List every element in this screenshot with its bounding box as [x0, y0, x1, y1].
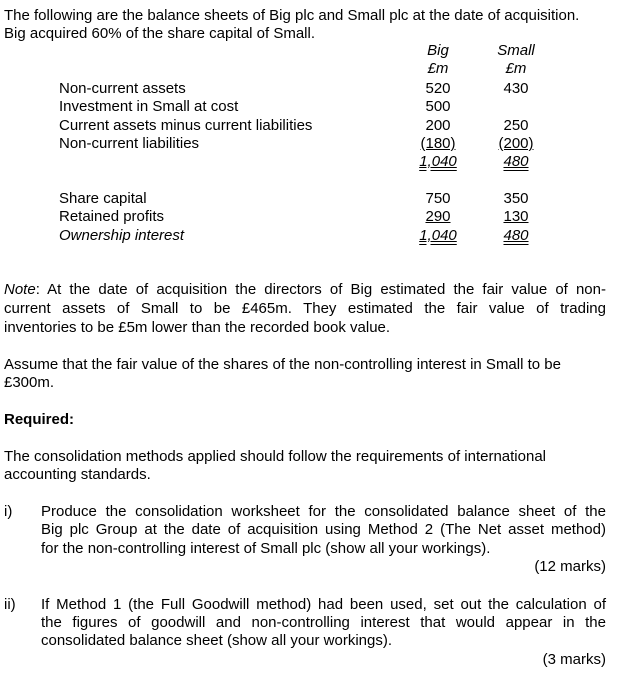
intro-line-2: Big acquired 60% of the share capital of Small. [4, 25, 316, 42]
question-number: i) [4, 503, 13, 520]
question-text-line-1: Produce the consolidation worksheet for the consolidated balance sheet of the [41, 503, 606, 520]
value-small-retained-profits: 130 [503, 208, 529, 225]
value-big-non-current-liabilities: (180) [420, 135, 456, 152]
intro-line-1: The following are the balance sheets of Big plc and Small plc at the date of acquisition. [4, 7, 580, 24]
value-big-investment: 500 [425, 98, 451, 115]
assumption-line-2: £300m. [4, 374, 55, 391]
row-label-retained-profits: Retained profits [59, 208, 165, 225]
question-marks: (12 marks) [534, 558, 606, 575]
value-small-non-current-liabilities: (200) [498, 135, 534, 152]
row-label-investment: Investment in Small at cost [59, 98, 239, 115]
question-number: ii) [4, 596, 16, 613]
methods-line-1: The consolidation methods applied should follow the requirements of international [4, 448, 546, 465]
value-small-current-assets: 250 [503, 117, 529, 134]
row-label-share-capital: Share capital [59, 190, 147, 207]
row-label-non-current-liabilities: Non-current liabilities [59, 135, 200, 152]
question-text-line-1: If Method 1 (the Full Goodwill method) had been used, set out the calculation of [41, 596, 606, 613]
question-text-line-2: Big plc Group at the date of acquisition using Method 2 (The Net asset method) [41, 521, 606, 538]
value-big-current-assets: 200 [425, 117, 451, 134]
question-marks: (3 marks) [542, 651, 606, 668]
value-small-non-current-assets: 430 [503, 80, 529, 97]
row-label-ownership-interest: Ownership interest [59, 227, 185, 244]
value-big-ownership-interest: 1,040 [419, 227, 457, 244]
column-header-big: Big [427, 42, 449, 59]
total-big-net-assets: 1,040 [419, 153, 457, 170]
note-label: Note [4, 281, 36, 298]
question-text-line-3: for the non-controlling interest of Small plc (show all your workings). [41, 540, 491, 557]
methods-line-2: accounting standards. [4, 466, 151, 483]
column-header-small: Small [497, 42, 535, 59]
value-big-share-capital: 750 [425, 190, 451, 207]
row-label-current-assets: Current assets minus current liabilities [59, 117, 313, 134]
column-unit-big: £m [427, 60, 449, 77]
question-text-line-2: the figures of goodwill and non-controlling interest that would appear in the [41, 614, 606, 631]
question-text-line-3: consolidated balance sheet (show all your workings). [41, 632, 393, 649]
value-small-share-capital: 350 [503, 190, 529, 207]
required-heading: Required: [4, 411, 75, 428]
total-small-net-assets: 480 [503, 153, 529, 170]
row-label-non-current-assets: Non-current assets [59, 80, 186, 97]
note-line-3: inventories to be £5m lower than the recorded book value. [4, 319, 391, 336]
value-small-ownership-interest: 480 [503, 227, 529, 244]
assumption-line-1: Assume that the fair value of the shares of the non-controlling interest in Small to be [4, 356, 561, 373]
note-line-2: current assets of Small to be £465m. They estimated the fair value of trading [4, 300, 606, 317]
value-big-retained-profits: 290 [425, 208, 451, 225]
column-unit-small: £m [505, 60, 527, 77]
value-big-non-current-assets: 520 [425, 80, 451, 97]
note-line-1: Note: At the date of acquisition the directors of Big estimated the fair value of non- [4, 281, 606, 298]
